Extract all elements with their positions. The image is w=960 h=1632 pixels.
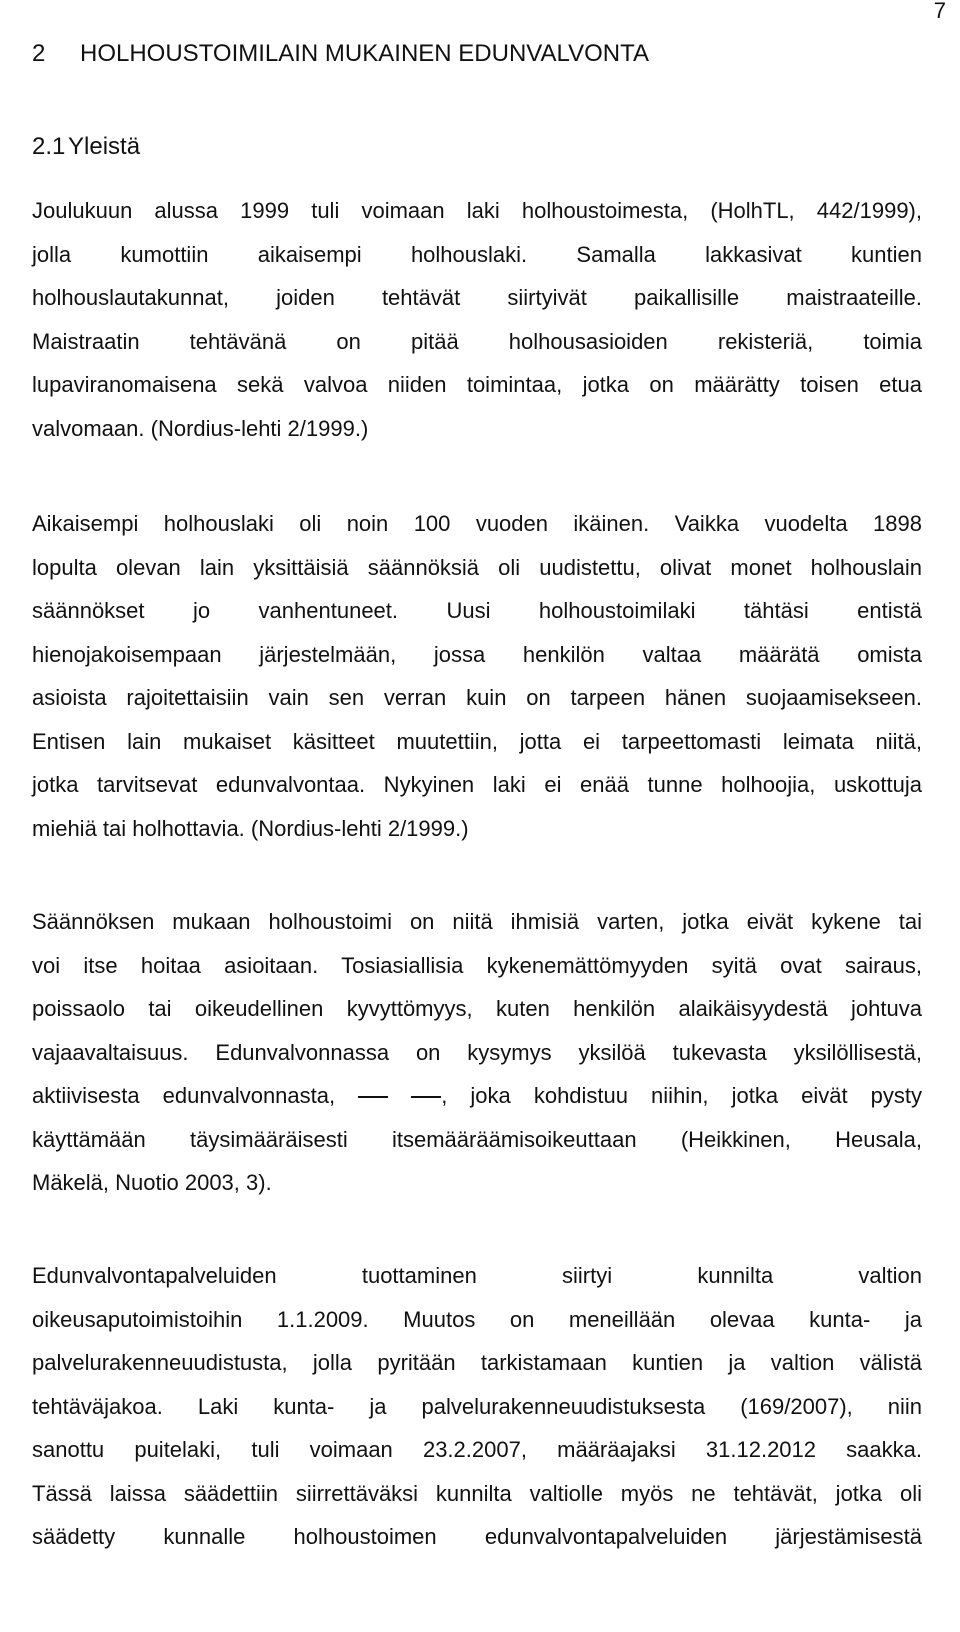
text-line: [32, 1074, 922, 1118]
text-line: Tässä laissa säädettiin siirrettäväksi kunnilta valtiolle myös ne tehtävät, jotka oli: [32, 1480, 922, 1506]
text-line: oikeusaputoimistoihin 1.1.2009. Muutos on meneillään olevaa kunta- ja: [32, 1306, 922, 1332]
text-line: jolla kumottiin aikaisempi holhouslaki. Samalla lakkasivat kuntien: [32, 241, 922, 267]
dash-mark: [411, 1096, 441, 1098]
text-line: käyttämään täysimääräisesti itsemääräämisoikeuttaan (Heikkinen, Heusala,: [32, 1126, 922, 1152]
paragraph-guardianship: [32, 900, 922, 1205]
chapter-heading: [32, 40, 649, 68]
text-line: Säännöksen mukaan holhoustoimi on niitä ihmisiä varten, jotka eivät kykene tai: [32, 909, 922, 934]
chapter-number: 2: [32, 40, 46, 67]
text-line: Edunvalvontapalveluiden tuottaminen siirtyi kunnilta valtion: [32, 1263, 922, 1288]
text-line: hienojakoisempaan järjestelmään, jossa henkilön valtaa määrätä omista: [32, 641, 922, 667]
text-segment: , joka kohdistuu niihin, jotka eivät pysty: [441, 1083, 922, 1108]
text-line: miehiä tai holhottavia. (Nordius-lehti 2/1999.): [32, 815, 469, 841]
page-number: 7: [933, 0, 946, 23]
paragraph-old-law: [32, 502, 922, 850]
text-line: säännökset jo vanhentuneet. Uusi holhoustoimilaki tähtäsi entistä: [32, 598, 922, 623]
section-title: Yleistä: [68, 133, 141, 160]
text-line: jotka tarvitsevat edunvalvontaa. Nykyinen laki ei enää tunne holhoojia, uskottuja: [32, 772, 922, 797]
text-line: lopulta olevan lain yksittäisiä säännöksiä oli uudistettu, olivat monet holhouslain: [32, 554, 922, 580]
text-line: Aikaisempi holhouslaki oli noin 100 vuoden ikäinen. Vaikka vuodelta 1898: [32, 511, 922, 536]
text-line: asioista rajoitettaisiin vain sen verran kuin on tarpeen hänen suojaamisekseen.: [32, 685, 922, 710]
text-segment: aktiivisesta edunvalvonnasta,: [32, 1083, 336, 1108]
text-line: holhouslautakunnat, joiden tehtävät siirtyivät paikallisille maistraateille.: [32, 285, 922, 310]
paragraph-services: [32, 1254, 922, 1559]
text-line: poissaolo tai oikeudellinen kyvyttömyys, kuten henkilön alaikäisyydestä johtuva: [32, 996, 922, 1021]
dash-mark: [358, 1096, 388, 1098]
text-line: sanottu puitelaki, tuli voimaan 23.2.2007, määräajaksi 31.12.2012 saakka.: [32, 1437, 922, 1462]
text-line: lupaviranomaisena sekä valvoa niiden toimintaa, jotka on määrätty toisen etua: [32, 372, 922, 397]
text-line: palvelurakenneuudistusta, jolla pyritään tarkistamaan kuntien ja valtion välistä: [32, 1350, 922, 1375]
text-line: valvomaan. (Nordius-lehti 2/1999.): [32, 415, 369, 441]
chapter-title: HOLHOUSTOIMILAIN MUKAINEN EDUNVALVONTA: [80, 40, 649, 67]
text-line: Mäkelä, Nuotio 2003, 3).: [32, 1170, 272, 1195]
section-number: 2.1: [32, 133, 66, 160]
text-line: Joulukuun alussa 1999 tuli voimaan laki holhoustoimesta, (HolhTL, 442/1999),: [32, 198, 922, 223]
section-heading: [32, 133, 140, 161]
text-line: säädetty kunnalle holhoustoimen edunvalvontapalveluiden järjestämisestä: [32, 1524, 922, 1549]
text-line: voi itse hoitaa asioitaan. Tosiasiallisia kykenemättömyyden syitä ovat sairaus,: [32, 952, 922, 978]
text-line: Entisen lain mukaiset käsitteet muutettiin, jotta ei tarpeettomasti leimata niitä,: [32, 728, 922, 754]
text-line: Maistraatin tehtävänä on pitää holhousasioiden rekisteriä, toimia: [32, 328, 922, 354]
text-line: tehtäväjakoa. Laki kunta- ja palvelurakenneuudistuksesta (169/2007), niin: [32, 1393, 922, 1419]
paragraph-intro: [32, 189, 922, 450]
text-line: vajaavaltaisuus. Edunvalvonnassa on kysymys yksilöä tukevasta yksilöllisestä,: [32, 1039, 922, 1065]
